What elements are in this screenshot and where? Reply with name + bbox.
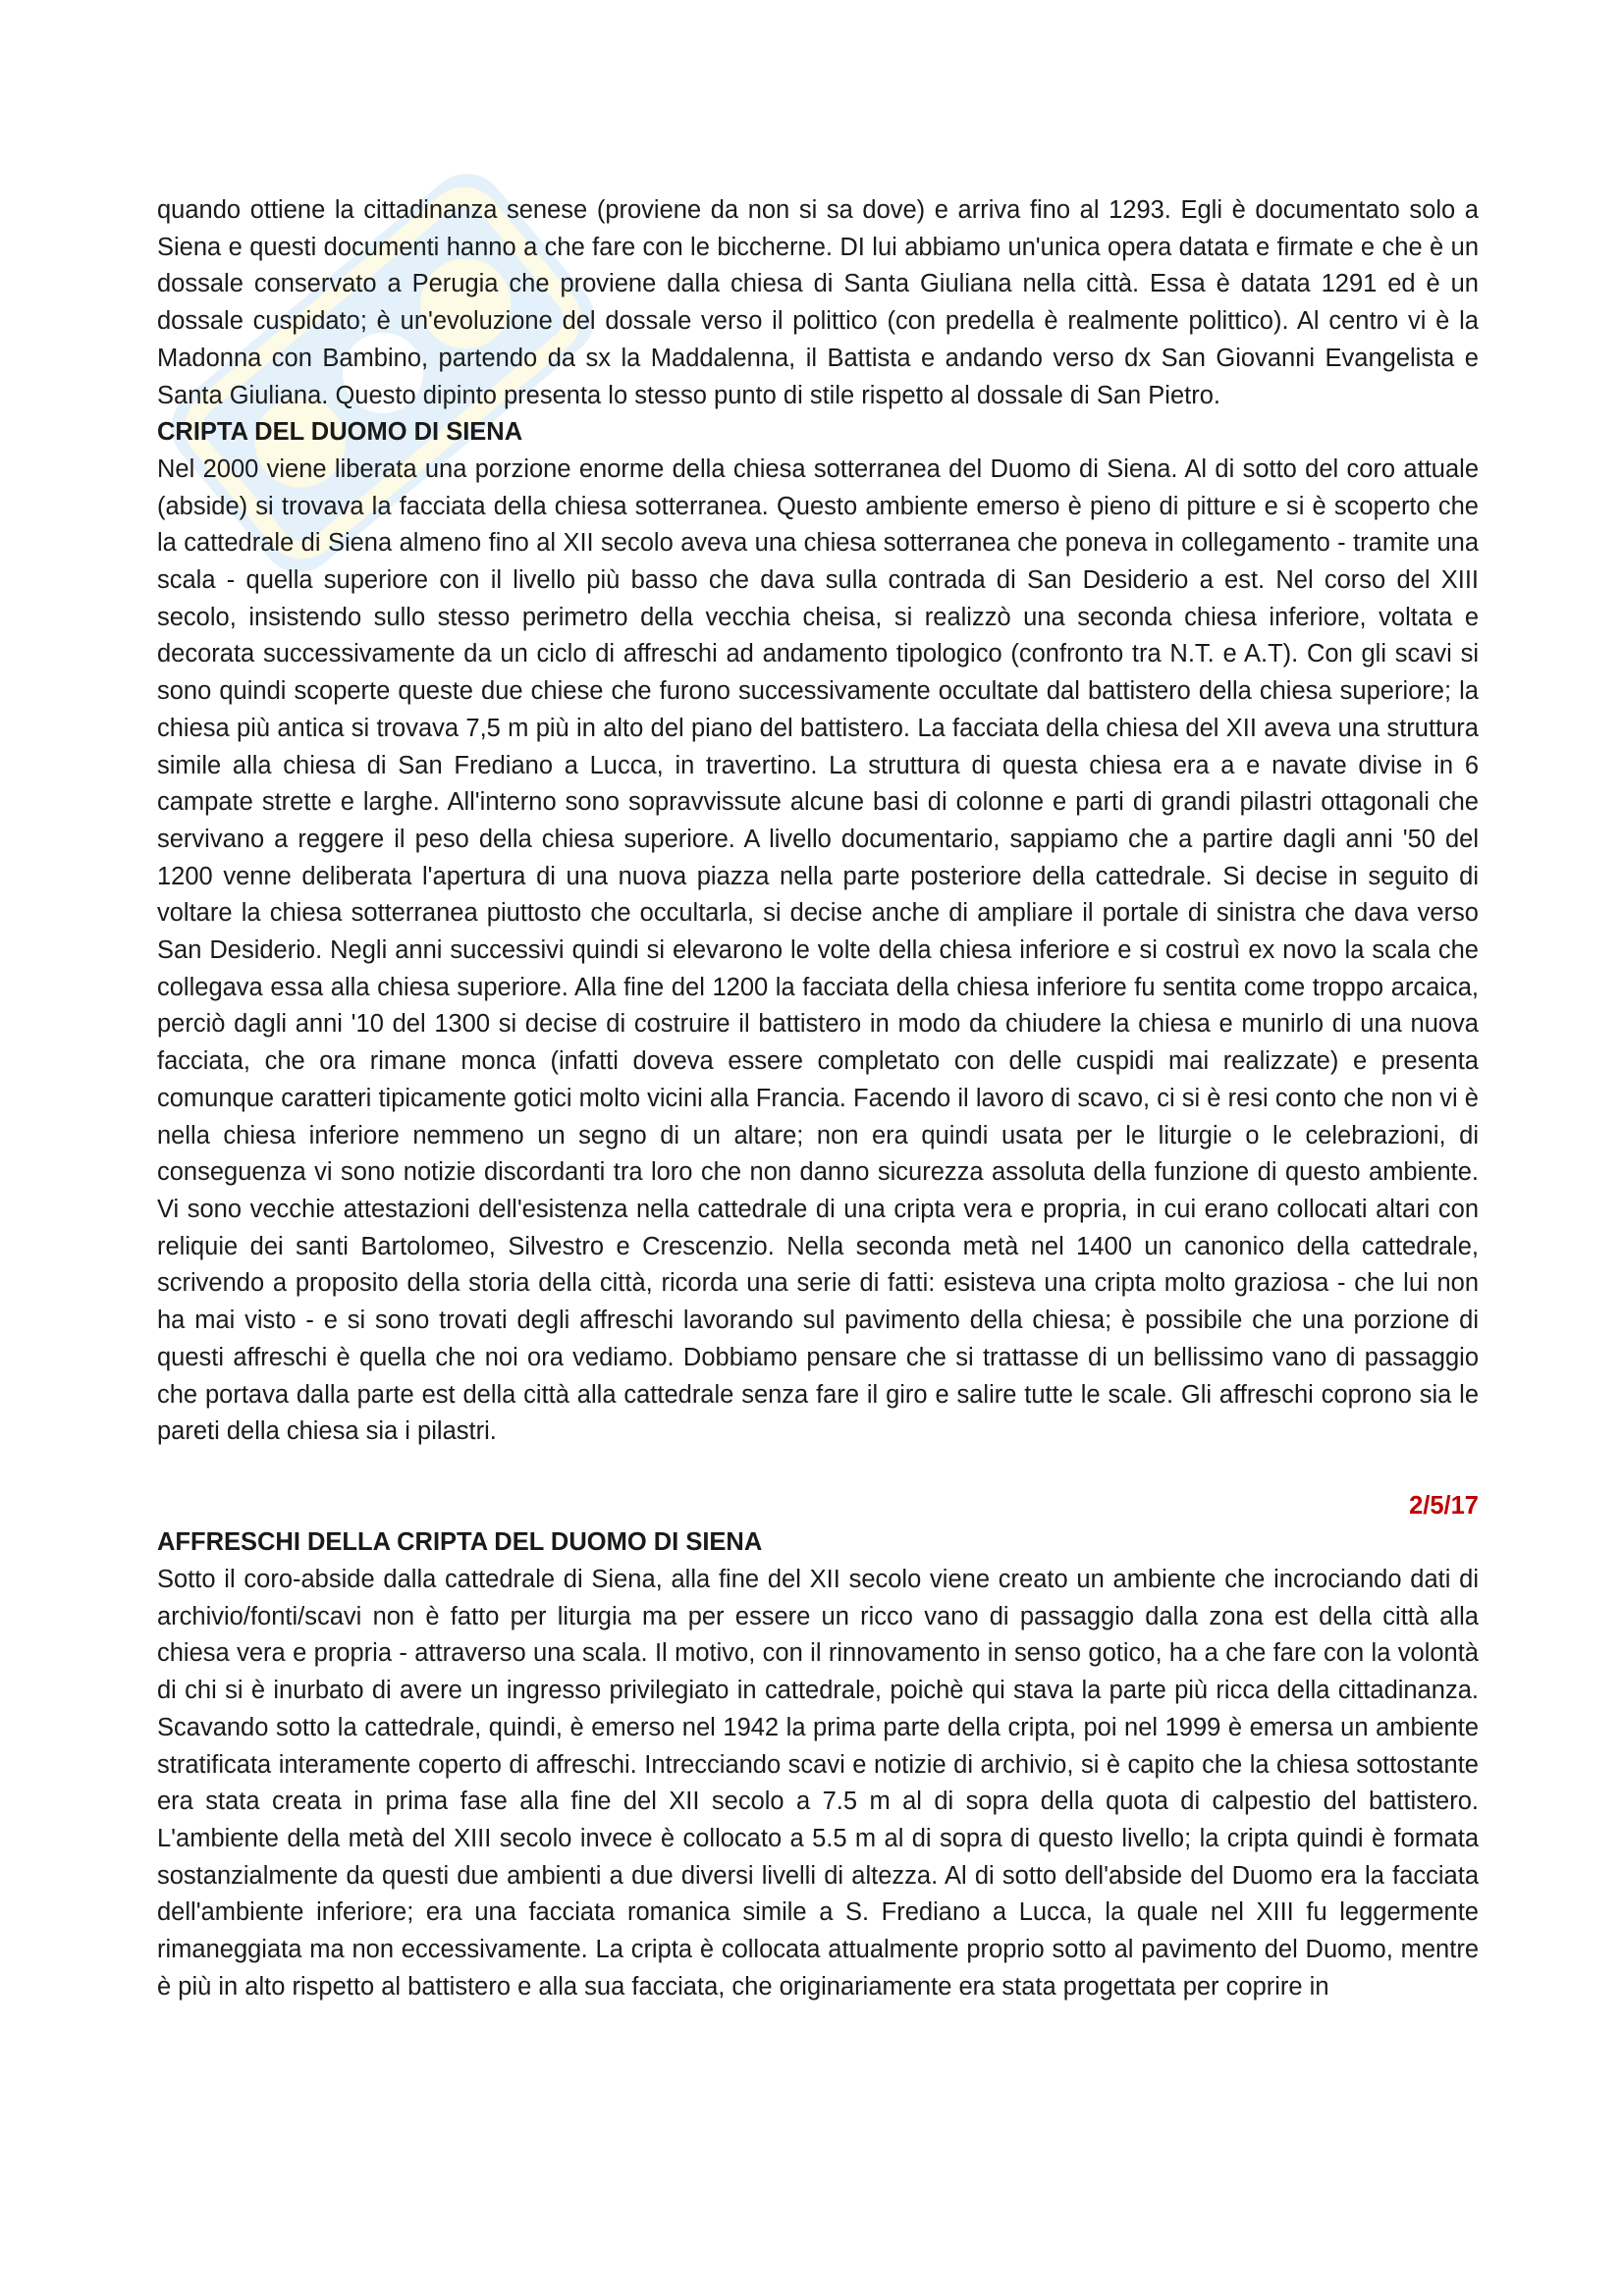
- cripta-paragraph: Nel 2000 viene liberata una porzione enorme della chiesa sotterranea del Duomo di Siena. Al di sotto del coro attuale (abside) si trovava la facciata della chiesa sotterranea. Questo ambiente emerso è pieno di pitture e si è scoperto che la cattedrale di Siena almeno fino al XII secolo aveva una chiesa sotterranea che poneva in collegamento - tramite una scala - quella superiore con il livello più basso che dava sulla contrada di San Desiderio a est. Nel corso del XIII secolo, insistendo sullo stesso perimetro della vecchia cheisa, si realizzò una seconda chiesa inferiore, voltata e decorata successivamente da un ciclo di affreschi ad andamento tipologico (confronto tra N.T. e A.T). Con gli scavi si sono quindi scoperte queste due chiese che furono successivamente occultate dal battistero della chiesa superiore; la chiesa più antica si trovava 7,5 m più in alto del piano del battistero. La facciata della chiesa del XII aveva una struttura simile alla chiesa di San Frediano a Lucca, in travertino. La struttura di questa chiesa era a e navate divise in 6 campate strette e larghe. All'interno sono sopravvissute alcune basi di colonne e parti di grandi pilastri ottagonali che servivano a reggere il peso della chiesa superiore. A livello documentario, sappiamo che a partire dagli anni '50 del 1200 venne deliberata l'apertura di una nuova piazza nella parte posteriore della cattedrale. Si decise in seguito di voltare la chiesa sotterranea piuttosto che occultarla, si decise anche di ampliare il portale di sinistra che dava verso San Desiderio. Negli anni successivi quindi si elevarono le volte della chiesa inferiore e si costruì ex novo la scala che collegava essa alla chiesa superiore. Alla fine del 1200 la facciata della chiesa inferiore fu sentita come troppo arcaica, perciò dagli anni '10 del 1300 si decise di costruire il battistero in modo da chiudere la chiesa e munirlo di una nuova facciata, che ora rimane monca (infatti doveva essere completato con delle cuspidi mai realizzate) e presenta comunque caratteri tipicamente gotici molto vicini alla Francia. Facendo il lavoro di scavo, ci si è resi conto che non vi è nella chiesa inferiore nemmeno un segno di un altare; non era quindi usata per le liturgie o le celebrazioni, di conseguenza vi sono notizie discordanti tra loro che non danno sicurezza assoluta della funzione di questo ambiente. Vi sono vecchie attestazioni dell'esistenza nella cattedrale di una cripta vera e propria, in cui erano collocati altari con reliquie dei santi Bartolomeo, Silvestro e Crescenzio. Nella seconda metà nel 1400 un canonico della cattedrale, scrivendo a proposito della storia della città, ricorda una serie di fatti: esisteva una cripta molto graziosa - che lui non ha mai visto - e si sono trovati degli affreschi lavorando sul pavimento della chiesa; è possibile che una porzione di questi affreschi è quella che noi ora vediamo. Dobbiamo pensare che si trattasse di un bellissimo vano di passaggio che portava dalla parte est della città alla cattedrale senza fare il giro e salire tutte le scale. Gli affreschi coprono sia le pareti della chiesa sia i pilastri.: [157, 454, 1479, 1446]
- section-heading-affreschi: AFFRESCHI DELLA CRIPTA DEL DUOMO DI SIENA: [157, 1528, 763, 1557]
- date-label: 2/5/17: [1409, 1491, 1479, 1520]
- intro-paragraph: quando ottiene la cittadinanza senese (proviene da non si sa dove) e arriva fino al 1293. Egli è documentato solo a Siena e questi documenti hanno a che fare con le biccherne. DI lui abbiamo un'unica opera datata e firmate e che è un dossale conservato a Perugia che proviene dalla chiesa di Santa Giuliana nella città. Essa è datata 1291 ed è un dossale cuspidato; è un'evoluzione del dossale verso il polittico (con predella è realmente polittico). Al centro vi è la Madonna con Bambino, partendo da sx la Maddalenna, il Battista e andando verso dx San Giovanni Evangelista e Santa Giuliana. Questo dipinto presenta lo stesso punto di stile rispetto al dossale di San Pietro.: [157, 196, 1479, 409]
- section-heading-cripta: CRIPTA DEL DUOMO DI SIENA: [157, 418, 523, 447]
- document-page: [157, 192, 1479, 2005]
- affreschi-paragraph: Sotto il coro-abside dalla cattedrale di Siena, alla fine del XII secolo viene creato un ambiente che incrociando dati di archivio/fonti/scavi non è fatto per liturgia ma per essere un ricco vano di passaggio dalla zona est della città alla chiesa vera e propria - attraverso una scala. Il motivo, con il rinnovamento in senso gotico, ha a che fare con la volontà di chi si è inurbato di avere un ingresso privilegiato in cattedrale, poichè qui stava la parte più ricca della cittadinanza. Scavando sotto la cattedrale, quindi, è emerso nel 1942 la prima parte della cripta, poi nel 1999 è emersa un ambiente stratificata interamente coperto di affreschi. Intrecciando scavi e notizie di archivio, si è capito che la chiesa sottostante era stata creata in prima fase alla fine del XII secolo a 7.5 m al di sopra della quota di calpestio del battistero. L'ambiente della metà del XIII secolo invece è collocato a 5.5 m al di sopra di questo livello; la cripta quindi è formata sostanzialmente da questi due ambienti a due diversi livelli di altezza. Al di sotto dell'abside del Duomo era la facciata dell'ambiente inferiore; era una facciata romanica simile a S. Frediano a Lucca, la quale nel XIII fu leggermente rimaneggiata ma non eccessivamente. La cripta è collocata attualmente proprio sotto al pavimento del Duomo, mentre è più in alto rispetto al battistero e alla sua facciata, che originariamente era stata progettata per coprire in: [157, 1566, 1479, 2001]
